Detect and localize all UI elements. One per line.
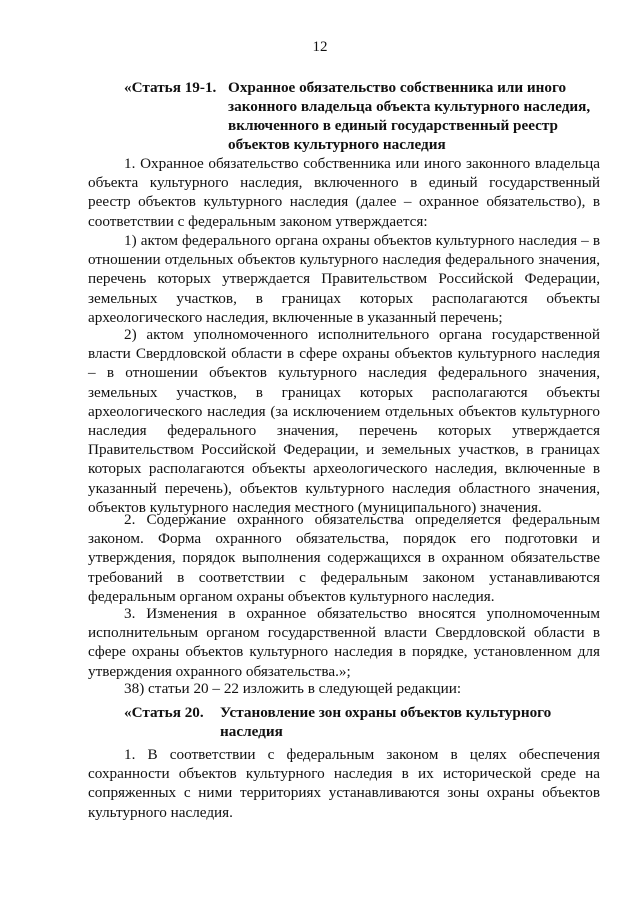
article-20-number: «Статья 20. xyxy=(124,704,204,721)
paragraph-3: 3. Изменения в охранное обязательство вносятся уполномоченным исполнительным органом государственной власти Свердловской области в сфере охраны объектов культурного наследия в порядке, установленном для утверждения охранного обязательства.»; xyxy=(88,605,600,680)
article-19-1-number: «Статья 19-1. xyxy=(124,79,217,96)
article-20-paragraph-1: 1. В соответствии с федеральным законом в целях обеспечения сохранности объектов культурного наследия в их исторической среде на сопряженных с ними территориях устанавливаются зоны охраны объектов культурного наследия. xyxy=(88,746,600,821)
paragraph-1: 1. Охранное обязательство собственника или иного законного владельца объекта культурного наследия, включенного в единый государственный реестр объектов культурного наследия (далее – охранное обязательство), в соответствии с федеральным законом утверждается: xyxy=(88,155,600,230)
paragraph-1-1: 1) актом федерального органа охраны объектов культурного наследия – в отношении отдельных объектов культурного наследия федерального значения, перечень которых утверждается Правительством Российской Федерации, земельных участков, в границах которых располагаются объекты археологического наследия, включенные в указанный перечень; xyxy=(88,232,600,326)
paragraph-2: 2. Содержание охранного обязательства определяется федеральным законом. Форма охранного обязательства, порядок его подготовки и утверждения, порядок выполнения содержащихся в охранном обязательстве требований в соответствии с федеральным законом устанавливаются федеральным органом охраны объектов культурного наследия. xyxy=(88,511,600,605)
paragraph-38: 38) статьи 20 – 22 изложить в следующей редакции: xyxy=(124,680,462,697)
article-20-heading xyxy=(124,703,600,741)
paragraph-1-2: 2) актом уполномоченного исполнительного органа государственной власти Свердловской области в сфере охраны объектов культурного наследия – в отношении объектов культурного наследия федерального значения, земельных участков, в границах которых располагаются объекты археологического наследия (за исключением отдельных объектов культурного наследия федерального значения, перечень которых утверждается Правительством Российской Федерации, и земельных участков, в границах которых располагаются объекты археологического наследия, включенные в указанный перечень), объектов культурного наследия областного значения, объектов культурного наследия местного (муниципального) значения. xyxy=(88,326,600,516)
page-number: 12 xyxy=(312,39,328,55)
article-19-1-heading xyxy=(124,78,600,154)
article-20-title: Установление зон охраны объектов культурного наследия xyxy=(220,704,552,740)
article-19-1-title: Охранное обязательство собственника или иного законного владельца объекта культурного наследия, включенного в единый государственный реестр объектов культурного наследия xyxy=(228,79,591,153)
